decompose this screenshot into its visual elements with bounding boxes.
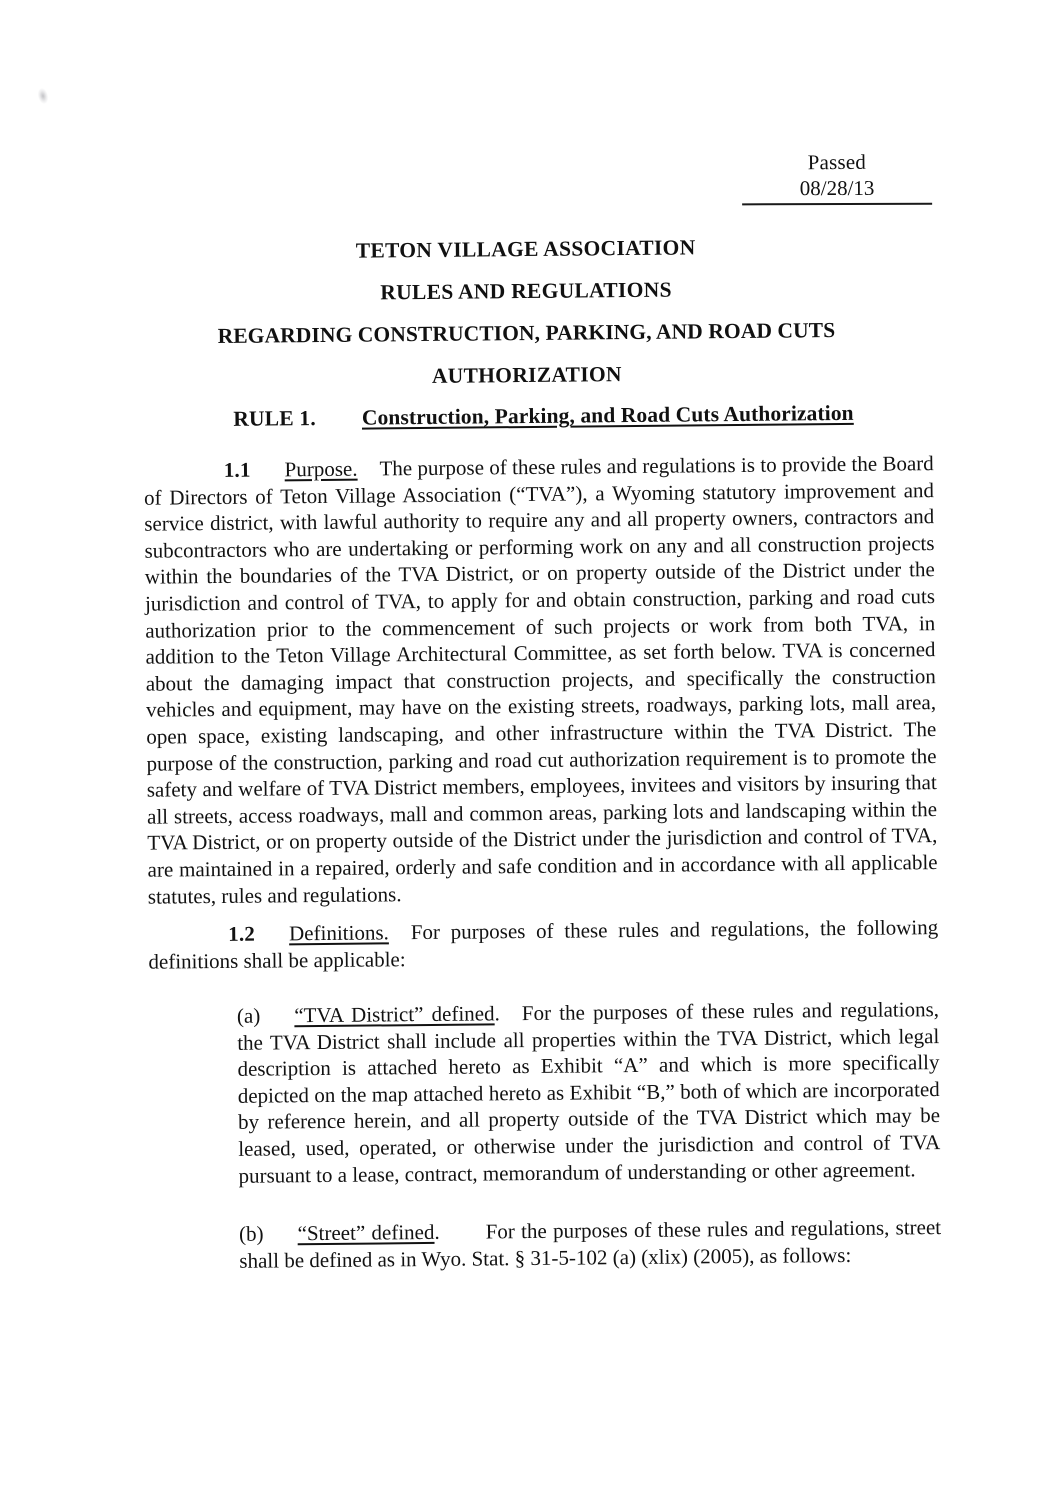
document-title-block [116,224,936,400]
definition-a-name-suffix: . [494,1001,500,1026]
definition-b-marker: (b) [238,1221,264,1246]
approval-stamp-date: 08/28/13 [742,175,932,206]
rule-1-title: Construction, Parking, and Road Cuts Authorization [361,400,854,430]
definition-a-text: For the purposes of these rules and regulations, the TVA District shall include all properties within the TVA District, which legal description is attached hereto as Exhibit “A” and which is more specifically depicted on the map attached hereto as Exhibit “B,” both of which are incorporated by reference herein, and all property outside of the TVA District which may be leased, used, operated, or otherwise under the jurisdiction and control of TVA pursuant to a lease, contract, memorandum of understanding or other agreement. [237,997,941,1188]
section-1-1-text: The purpose of these rules and regulations is to provide the Board of Directors of Teton Village Association (“TVA”), a Wyoming statutory improvement and service district, with lawful authority to require any and all property owners, contractors and subcontractors who are undertaking or performing work on any and all construction projects within the boundaries of the TVA District, or on property outside of the District under the jurisdiction and control of TVA, to apply for and obtain construction, parking and road cuts authorization prior to the commencement of such projects or work from both TVA, in addition to the Teton Village Architectural Committee, as set forth below. TVA is concerned about the damaging impact that construction projects, and specifically the construction vehicles and equipment, may have on the existing streets, roadways, parking lots, mall area, open space, existing landscaping, and other infrastructure within the TVA District. The purpose of the construction, parking and road cut authorization requirement is to promote the safety and welfare of TVA District members, employees, invitees and visitors by insuring that all streets, access roadways, mall and common areas, parking lots and landscaping within the TVA District, or on property outside of the District under the jurisdiction and control of TVA, are maintained in a repaired, orderly and safe condition and in accordance with all applicable statutes, rules and regulations. [143,451,938,909]
definition-b-text: For the purposes of these rules and regulations, street shall be defined as in Wyo. Stat. § 31-5-102 (a) (xlix) (2005), as follows: [239,1215,942,1273]
section-1-1-number: 1.1 [223,457,251,482]
approval-stamp [742,148,933,206]
section-1-1-name: Purpose. [284,456,358,482]
section-1-1 [144,450,938,910]
definition-b [239,1214,941,1274]
title-line-authorization: AUTHORIZATION [431,362,622,388]
section-1-2-indent [148,941,228,942]
rule-1-number: RULE 1. [233,406,317,431]
approval-stamp-label: Passed [807,149,867,175]
section-1-2-name: Definitions. [288,920,389,946]
definition-b-name: “Street” defined [297,1219,435,1246]
definition-a [237,996,941,1189]
section-1-2-text: For purposes of these rules and regulations, the following definitions shall be applicable: [148,915,939,974]
rule-1-heading [143,400,933,433]
title-line-rules-and-regulations: RULES AND REGULATIONS [380,277,672,305]
section-1-2-number: 1.2 [228,921,256,946]
title-line-organization: TETON VILLAGE ASSOCIATION [355,235,696,263]
definition-a-marker: (a) [236,1003,261,1028]
title-line-regarding: REGARDING CONSTRUCTION, PARKING, AND ROAD CUTS [217,318,836,348]
definition-a-name: “TVA District” defined [294,1001,495,1028]
section-1-1-indent [144,477,224,478]
section-1-2 [148,914,938,975]
definition-b-name-suffix: . [434,1219,440,1244]
